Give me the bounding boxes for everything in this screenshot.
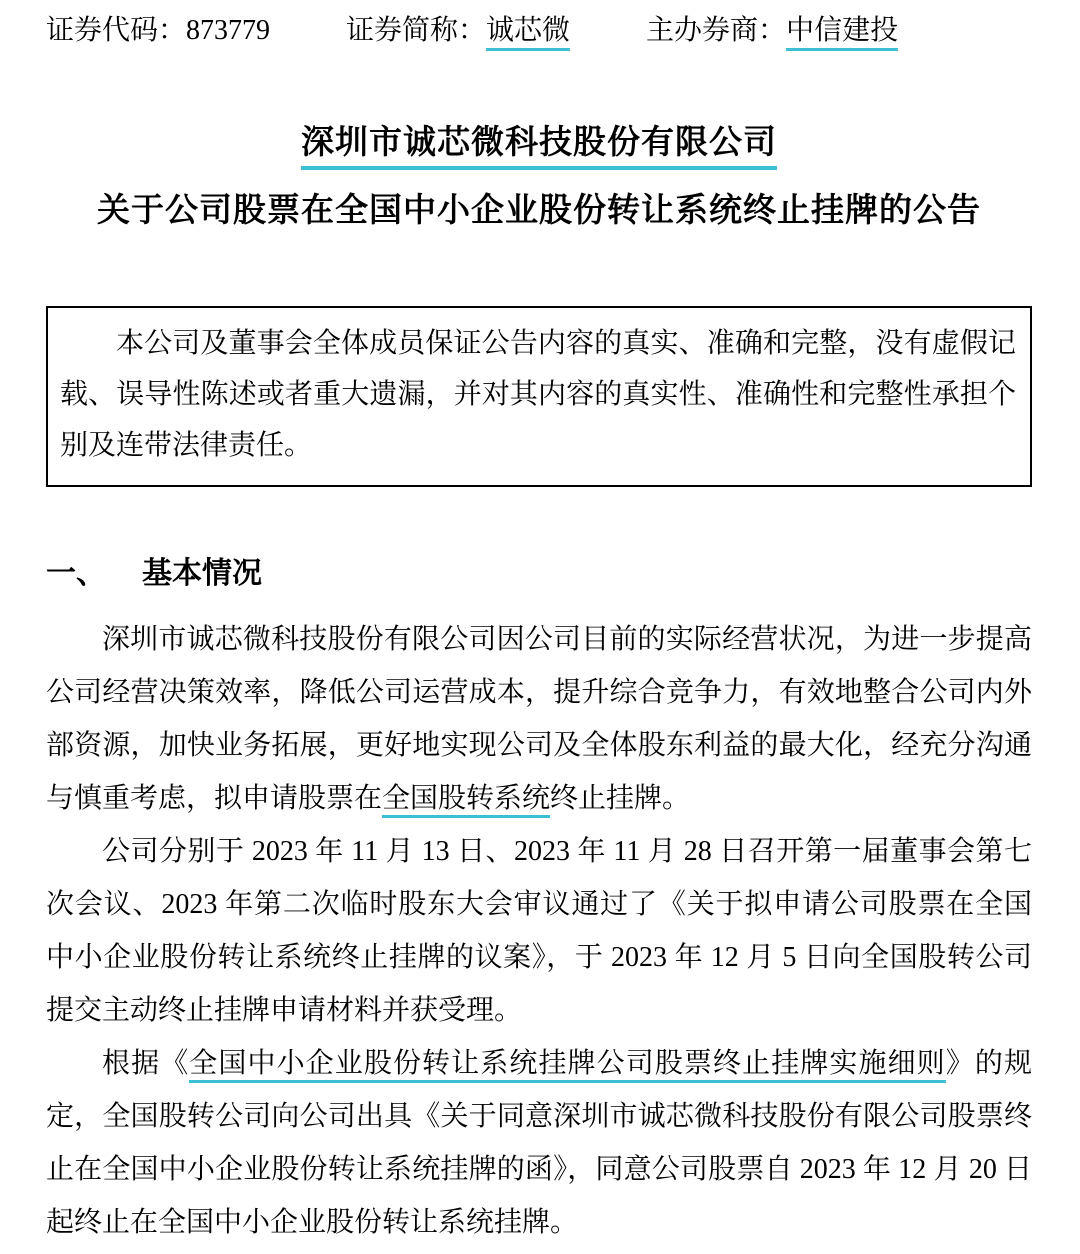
announcement-body <box>46 613 1032 1249</box>
security-abbr-item <box>346 14 570 48</box>
announcement-subtitle: 关于公司股票在全国中小企业股份转让系统终止挂牌的公告 <box>97 191 981 228</box>
security-code-value: 873779 <box>186 15 271 46</box>
sponsor-broker-label: 主办券商： <box>646 15 787 46</box>
securities-header <box>46 14 1032 48</box>
body-paragraph: 深圳市诚芯微科技股份有限公司因公司目前的实际经营状况，为进一步提高公司经营决策效率，降低公司运营成本，提升综合竞争力，有效地整合公司内外部资源，加快业务拓展，更好地实现公司及全体股东利益的最大化，经充分沟通与慎重考虑，拟申请股票在全国股转系统终止挂牌。 <box>46 613 1032 825</box>
security-abbr-value: 诚芯微 <box>486 15 570 51</box>
disclaimer-box <box>46 306 1032 487</box>
section-heading <box>46 557 1032 591</box>
section-number: 一、 <box>46 557 106 590</box>
section-title: 基本情况 <box>142 557 262 590</box>
disclaimer-text: 本公司及董事会全体成员保证公告内容的真实、准确和完整，没有虚假记载、误导性陈述或者重大遗漏，并对其内容的真实性、准确性和完整性承担个别及连带法律责任。 <box>60 328 1016 461</box>
security-abbr-label: 证券简称： <box>346 15 487 46</box>
company-title-text: 深圳市诚芯微科技股份有限公司 <box>301 123 777 170</box>
body-paragraph: 根据《全国中小企业股份转让系统挂牌公司股票终止挂牌实施细则》的规定，全国股转公司向公司出具《关于同意深圳市诚芯微科技股份有限公司股票终止在全国中小企业股份转让系统挂牌的函》，同意公司股票自 2023 年 12 月 20 日起终止在全国中小企业股份转让系统挂牌。 <box>46 1048 1032 1238</box>
security-code-label: 证券代码： <box>46 15 187 46</box>
security-code-item <box>46 14 270 48</box>
sponsor-broker-value: 中信建投 <box>786 15 898 51</box>
sponsor-broker-item <box>646 14 898 48</box>
company-title <box>46 122 1032 162</box>
body-paragraph: 公司分别于 2023 年 11 月 13 日、2023 年 11 月 28 日召开第一届董事会第七次会议、2023 年第二次临时股东大会审议通过了《关于拟申请公司股票在全国中小企业股份转让系统终止挂牌的议案》，于 2023 年 12 月 5 日向全国股转公司提交主动终止挂牌申请材料并获受理。 <box>46 836 1032 1026</box>
